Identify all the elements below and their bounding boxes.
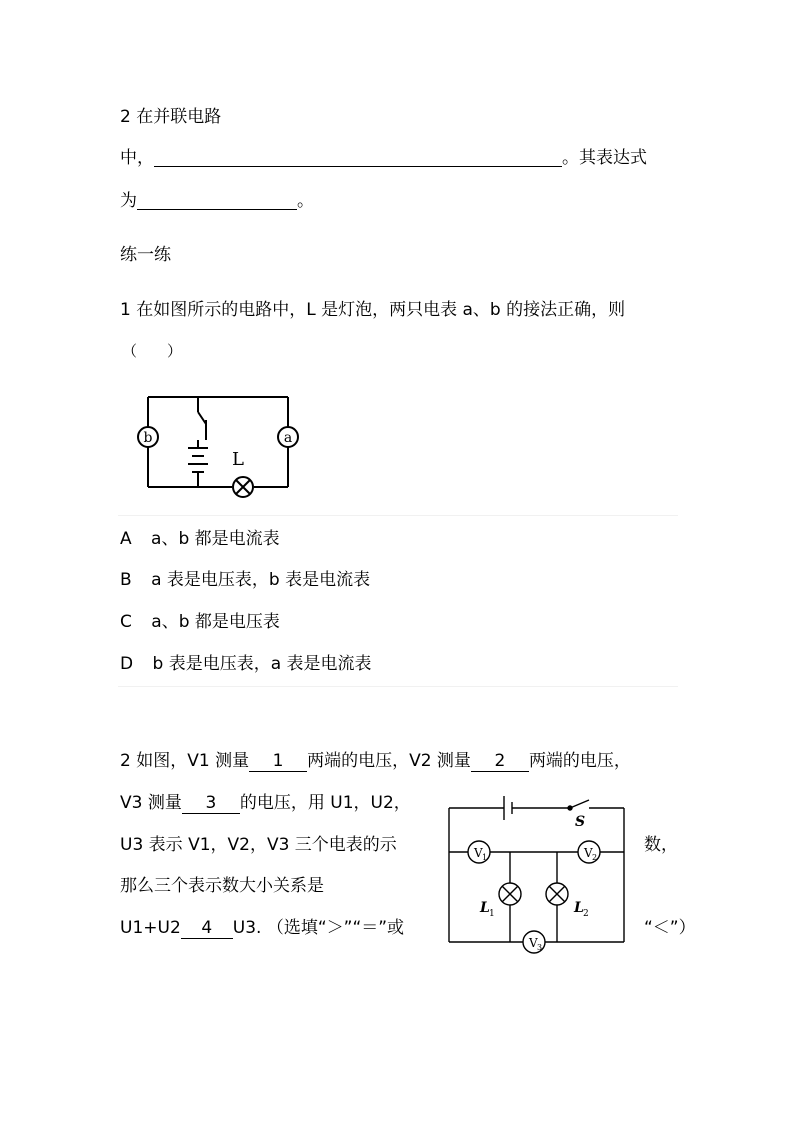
q2-text: 两端的电压，: [528, 751, 631, 771]
q2-text: 的电压，用 U1，U2，: [239, 793, 411, 813]
l2-subscript: 2: [583, 909, 589, 919]
q2-line-5-right: “＜”）: [644, 918, 696, 938]
l2-label: L: [574, 900, 584, 916]
q2-blank-1[interactable]: 1: [249, 753, 307, 772]
section-line-1: 2 在并联电路: [120, 107, 222, 127]
option-a[interactable]: [120, 531, 280, 548]
section-line-3: [120, 193, 314, 210]
q1-stem: 1 在如图所示的电路中，L 是灯泡，两只电表 a、b 的接法正确，则: [120, 300, 626, 320]
v2-label: V: [584, 846, 593, 860]
q2-blank-2[interactable]: 2: [471, 753, 529, 772]
q2-line-5: [120, 920, 404, 939]
q2-text: U3. （选填“＞”“＝”或: [232, 918, 405, 938]
q2-text: 两端的电压，V2 测量: [307, 751, 471, 771]
option-d[interactable]: [120, 656, 372, 673]
q2-text: U1+U2: [120, 918, 181, 938]
line3-suffix: 。: [297, 191, 314, 211]
v1-subscript: 1: [482, 853, 488, 862]
q2-line-3-right: 数，: [644, 835, 678, 855]
q2-line-3: U3 表示 V1，V2，V3 三个电表的示: [120, 835, 397, 855]
option-b[interactable]: [120, 572, 370, 589]
section-line-2: [120, 150, 647, 167]
line2-suffix: 。其表达式: [562, 148, 647, 168]
meter-b-label: b: [143, 430, 153, 446]
switch-lever: [570, 800, 589, 808]
q1-circuit-diagram: [136, 390, 296, 500]
v2-subscript: 2: [592, 853, 598, 862]
fill-blank-rule[interactable]: [154, 150, 562, 167]
option-text: a、b 都是电流表: [151, 529, 280, 549]
l1-label: L: [480, 900, 490, 916]
l1-subscript: 1: [489, 909, 495, 919]
q2-blank-4[interactable]: 4: [181, 920, 233, 939]
q2-text: 2 如图，V1 测量: [120, 751, 250, 771]
fill-blank-expression[interactable]: [137, 193, 297, 210]
option-text: a 表是电压表，b 表是电流表: [151, 570, 371, 590]
q2-line-4: 那么三个表示数大小关系是: [120, 876, 324, 896]
v3-label: V: [529, 936, 538, 950]
line2-prefix: 中，: [120, 148, 154, 168]
q2-circuit-diagram: [444, 790, 634, 960]
lamp-label: L: [232, 449, 244, 470]
q2-text: V3 测量: [120, 793, 182, 813]
q2-line-1: [120, 753, 631, 772]
v1-label: V: [474, 846, 483, 860]
switch-label: S: [575, 814, 586, 830]
meter-a-label: a: [283, 430, 293, 446]
option-letter: B: [120, 570, 132, 590]
v3-subscript: 3: [537, 943, 543, 952]
option-text: b 表是电压表，a 表是电流表: [152, 654, 372, 674]
q2-line-2: [120, 795, 411, 814]
option-letter: A: [120, 529, 132, 549]
option-letter: C: [120, 612, 132, 632]
line3-prefix: 为: [120, 191, 137, 211]
practice-heading: 练一练: [120, 245, 171, 265]
option-letter: D: [120, 654, 134, 674]
option-c[interactable]: [120, 614, 280, 631]
q2-blank-3[interactable]: 3: [182, 795, 240, 814]
q1-answer-paren: （ ）: [122, 342, 183, 360]
option-text: a、b 都是电压表: [151, 612, 280, 632]
switch-blade: [198, 412, 206, 424]
